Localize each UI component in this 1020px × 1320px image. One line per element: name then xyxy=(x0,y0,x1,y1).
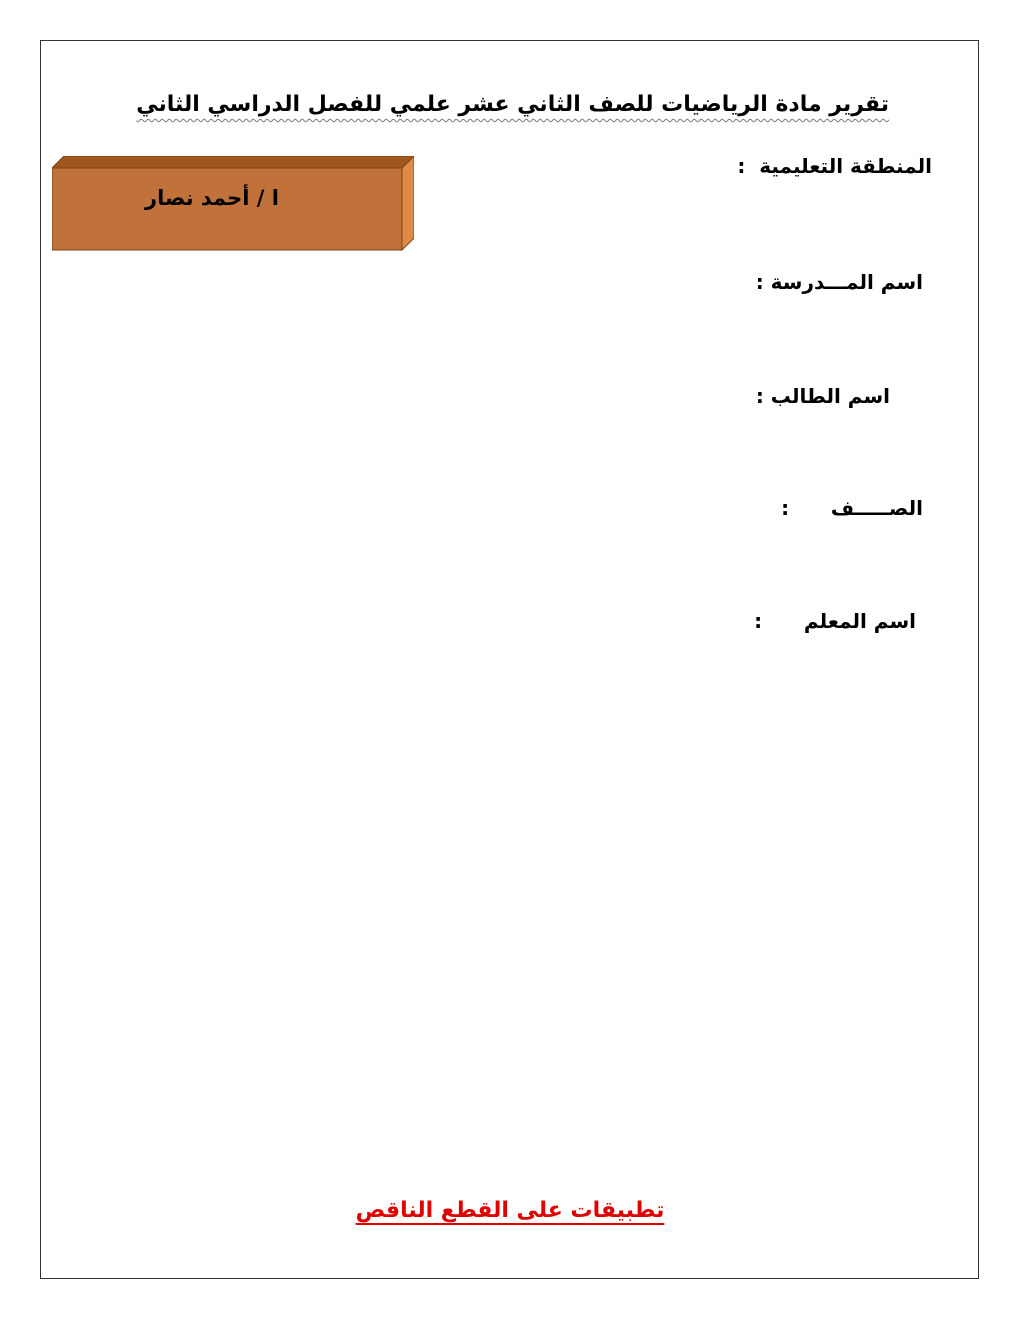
author-box-side xyxy=(402,156,414,250)
student-name-field: اسم الطالب : xyxy=(755,384,890,408)
report-topic: تطبيقات على القطع الناقص xyxy=(355,1198,665,1223)
author-box xyxy=(52,156,414,252)
school-name-field: اسم المـــدرسة : xyxy=(755,270,923,294)
author-box-top xyxy=(52,156,414,168)
report-title: تقرير مادة الرياضيات للصف الثاني عشر علمي للفصل الدراسي الثاني xyxy=(136,92,889,117)
teacher-name-field: اسم المعلم : xyxy=(754,609,916,633)
author-name: ا / أحمد نصار xyxy=(145,186,279,210)
class-field: الصـــــف : xyxy=(781,496,923,520)
educational-region-field: المنطقة التعليمية : xyxy=(737,154,932,178)
